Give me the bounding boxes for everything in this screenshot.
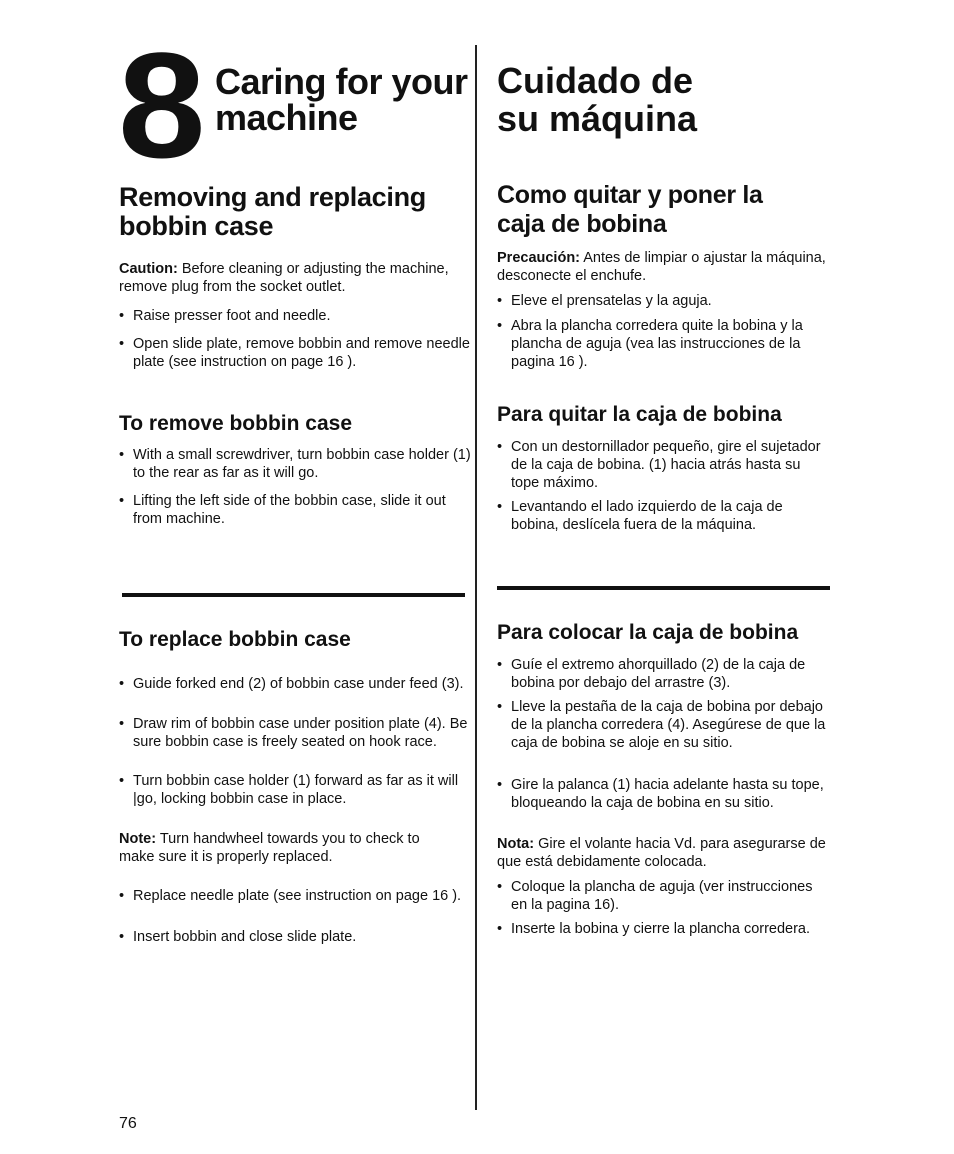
es-bullet-text: Inserte la bobina y cierre la plancha corredera. xyxy=(511,921,811,937)
es-heading-line2: caja de bobina xyxy=(497,210,667,238)
en-heading-removing-replacing xyxy=(119,183,471,241)
chapter-title-en-line1: Caring for your xyxy=(215,61,468,102)
en-bullet xyxy=(119,772,471,808)
es-bullet xyxy=(497,656,832,692)
es-caution-label: Precaución: xyxy=(497,250,580,266)
en-caution-text: Before cleaning or adjusting the machine, remove plug from the socket outlet. xyxy=(119,261,449,295)
bullet-dot: • xyxy=(497,439,503,455)
es-bullet xyxy=(497,920,832,938)
en-bullet-text: Draw rim of bobbin case under position plate (4). Be sure bobbin case is freely seated on hook race. xyxy=(133,716,468,750)
es-bullet-text: Levantando el lado izquierdo de la caja de bobina, deslícela fuera de la máquina. xyxy=(511,499,783,533)
bullet-dot: • xyxy=(497,777,503,793)
es-bullet xyxy=(497,698,832,752)
es-bullet xyxy=(497,292,832,310)
en-bullet xyxy=(119,446,471,482)
en-bullet-text: Insert bobbin and close slide plate. xyxy=(133,929,357,945)
en-caution xyxy=(119,260,471,296)
en-bullet-text: Raise presser foot and needle. xyxy=(133,308,331,324)
es-caution-text: Antes de limpiar o ajustar la máquina, desconecte el enchufe. xyxy=(497,250,826,284)
bullet-dot: • xyxy=(497,879,503,895)
en-bullet xyxy=(119,928,471,946)
section-rule xyxy=(122,593,465,597)
es-heading-line1: Como quitar y poner la xyxy=(497,181,763,209)
chapter-title-es-line1: Cuidado de xyxy=(497,60,693,101)
en-note-text: Turn handwheel towards you to check to make sure it is properly replaced. xyxy=(119,831,420,865)
bullet-dot: • xyxy=(497,318,503,334)
es-bullet xyxy=(497,878,832,914)
en-caution-label: Caution: xyxy=(119,261,178,277)
bullet-dot: • xyxy=(497,921,503,937)
bullet-dot: • xyxy=(497,699,503,715)
column-divider xyxy=(475,45,477,1110)
en-bullet-text: Replace needle plate (see instruction on page 16 ). xyxy=(133,888,462,904)
es-heading-colocar: Para colocar la caja de bobina xyxy=(497,621,799,644)
en-bullet xyxy=(119,492,471,528)
en-heading-line1: Removing and replacing xyxy=(119,182,426,212)
es-bullet-text: Lleve la pestaña de la caja de bobina por debajo de la plancha corredera (4). Asegúrese de que la caja de bobina se aloje en su sitio. xyxy=(511,699,826,751)
en-bullet xyxy=(119,335,471,371)
en-bullet xyxy=(119,715,471,751)
bullet-dot: • xyxy=(119,336,125,352)
chapter-title-es-line2: su máquina xyxy=(497,98,698,139)
es-bullet-text: Abra la plancha corredera quite la bobina y la plancha de aguja (vea las instrucciones de la pagina 16 ). xyxy=(511,318,803,370)
es-note-text: Gire el volante hacia Vd. para asegurarse de que está debidamente colocada. xyxy=(497,836,826,870)
es-caution xyxy=(497,249,832,285)
bullet-dot: • xyxy=(119,493,125,509)
en-heading-line2: bobbin case xyxy=(119,211,274,241)
es-note xyxy=(497,835,832,871)
en-bullet xyxy=(119,887,471,905)
en-bullet-text: Turn bobbin case holder (1) forward as far as it will |go, locking bobbin case in place. xyxy=(133,773,459,807)
bullet-dot: • xyxy=(119,888,125,904)
es-bullet-text: Coloque la plancha de aguja (ver instrucciones en la pagina 16). xyxy=(511,879,813,913)
en-bullet-text: Lifting the left side of the bobbin case, slide it out from machine. xyxy=(133,493,446,527)
en-heading-replace: To replace bobbin case xyxy=(119,628,351,651)
bullet-dot: • xyxy=(119,308,125,324)
en-bullet xyxy=(119,307,471,325)
bullet-dot: • xyxy=(119,716,125,732)
chapter-number: 8 xyxy=(118,21,202,189)
en-bullet xyxy=(119,675,471,693)
bullet-dot: • xyxy=(497,293,503,309)
es-bullet xyxy=(497,498,832,534)
page-number: 76 xyxy=(119,1115,137,1132)
chapter-title-es xyxy=(497,62,697,138)
chapter-title-en-line2: machine xyxy=(215,97,358,138)
bullet-dot: • xyxy=(119,929,125,945)
en-heading-remove: To remove bobbin case xyxy=(119,412,352,435)
es-heading-quitar: Para quitar la caja de bobina xyxy=(497,403,782,426)
es-bullet-text: Eleve el prensatelas y la aguja. xyxy=(511,293,712,309)
en-bullet-text: Open slide plate, remove bobbin and remove needle plate (see instruction on page 16 ). xyxy=(133,336,470,370)
es-heading-quitar-poner xyxy=(497,181,832,239)
bullet-dot: • xyxy=(119,676,125,692)
en-note-label: Note: xyxy=(119,831,157,847)
bullet-dot: • xyxy=(497,657,503,673)
es-bullet xyxy=(497,317,832,371)
es-bullet xyxy=(497,776,832,812)
es-bullet xyxy=(497,438,832,492)
bullet-dot: • xyxy=(119,447,125,463)
en-note xyxy=(119,830,449,866)
en-bullet-text: With a small screwdriver, turn bobbin case holder (1) to the rear as far as it will go. xyxy=(133,447,471,481)
es-note-label: Nota: xyxy=(497,836,535,852)
bullet-dot: • xyxy=(497,499,503,515)
es-bullet-text: Gire la palanca (1) hacia adelante hasta su tope, bloqueando la caja de bobina en su sitio. xyxy=(511,777,824,811)
section-rule xyxy=(497,586,830,590)
en-bullet-text: Guide forked end (2) of bobbin case under feed (3). xyxy=(133,676,464,692)
bullet-dot: • xyxy=(119,773,125,789)
es-bullet-text: Guíe el extremo ahorquillado (2) de la caja de bobina por debajo del arrastre (3). xyxy=(511,657,806,691)
es-bullet-text: Con un destornillador pequeño, gire el sujetador de la caja de bobina. (1) hacia atrás hasta su tope máximo. xyxy=(511,439,821,491)
chapter-title-en xyxy=(215,61,468,138)
